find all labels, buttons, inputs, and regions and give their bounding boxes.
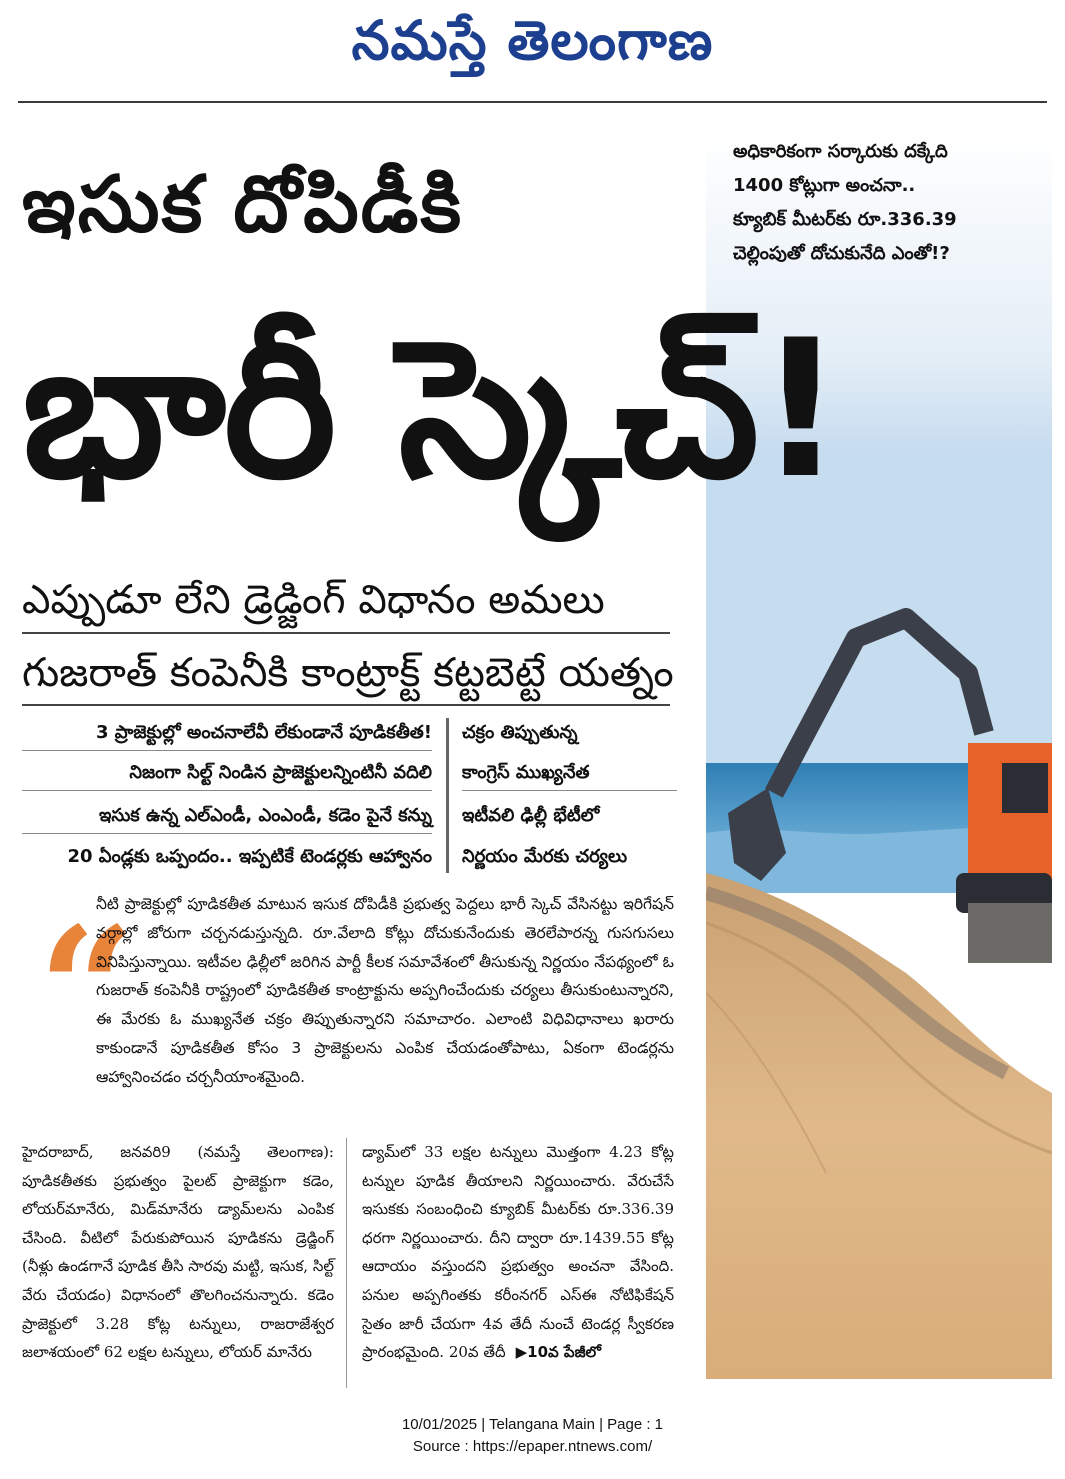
newspaper-title: నమస్తే తెలంగాణ [351,8,714,72]
subhead-rule [22,704,670,706]
quote-mark-icon: “ [38,890,136,1090]
keypoint-right: నిర్ణయం మేరకు చర్యలు [462,846,628,867]
footer-source-line: Source : https://epaper.ntnews.com/ [412,1438,653,1455]
subhead-2: గుజరాత్ కంపెనీకి కాంట్రాక్ట్ కట్టబెట్టే యత్నం [22,650,674,696]
side-line: అధికారికంగా సర్కారుకు దక్కేది [733,141,948,162]
keypoint-left: ఇసుక ఉన్న ఎల్ఎండీ, ఎంఎండీ, కడెం పైనే కన్ను [99,805,432,826]
keypoint-rule [22,790,432,791]
side-highlights [733,135,1033,271]
keypoint-right: చక్రం తిప్పుతున్న [462,722,578,743]
keypoint-rule [22,833,432,834]
headline-line2: భారీ స్కెచ్! [22,299,843,520]
continued-marker: ▶10వ పేజీలో [510,1343,601,1362]
headline-line1: ఇసుక దోపిడీకి [22,160,464,250]
footer-date-line: 10/01/2025 | Telangana Main | Page : 1 [401,1416,664,1433]
keypoint-divider [446,718,449,873]
subhead-rule [22,632,670,634]
body-column-2-text: డ్యామ్‌లో 33 లక్షల టన్నులు మొత్తంగా 4.23 కోట్ల టన్నుల పూడిక తీయాలని నిర్ణయించారు. వేరుచేసే ఇసుకకు సంబంధించి క్యూబిక్ మీటర్‌కు రూ.336.39 ధరగా నిర్ణయించారు. దీని ద్వారా రూ.1439.55 కోట్ల ఆదాయం వస్తుందని ప్రభుత్వం అంచనా వేసింది. పనుల అప్పగింతకు కరీంనగర్ ఎస్ఈ నోటిఫికేషన్ సైతం జారీ చేయగా 4వ తేదీ నుంచే టెండర్ల స్వీకరణ ప్రారంభమైంది. 20వ తేదీ [362,1143,674,1362]
continued-label: 10వ పేజీలో [527,1343,601,1362]
keypoint-right: కాంగ్రెస్ ముఖ్యనేత [462,762,590,783]
subhead-1: ఎప్పుడూ లేని డ్రెడ్జింగ్ విధానం అమలు [22,577,605,623]
keypoint-left: నిజంగా సిల్ట్ నిండిన ప్రాజెక్టులన్నింటినీ వదిలి [129,762,432,783]
column-rule [346,1138,347,1388]
side-line: చెల్లింపుతో దోచుకునేది ఎంతో!? [733,243,950,264]
side-line: 1400 కోట్లుగా అంచనా.. [733,175,916,196]
keypoint-rule [462,790,677,791]
keypoint-left: 3 ప్రాజెక్టుల్లో అంచనాలేవీ లేకుండానే పూడికతీత! [96,722,432,743]
page-footer [0,1414,1065,1458]
keypoint-rule [22,750,432,751]
masthead-rule [18,101,1047,103]
body-column-1: హైదరాబాద్, జనవరి9 (నమస్తే తెలంగాణ): పూడికతీతకు ప్రభుత్వం పైలట్ ప్రాజెక్టుగా కడెం, లోయర్‌మానేరు, మిడ్‌మానేరు డ్యామ్‌లను ఎంపిక చేసింది. వీటిలో పేరుకుపోయిన పూడికను డ్రెడ్జింగ్ (నీళ్లు ఉండగానే పూడిక తీసి సారవు మట్టి, ఇసుక, సిల్ట్ వేరు చేయడం) విధానంలో తొలగించనున్నారు. కడెం ప్రాజెక్టులో 3.28 కోట్ల టన్నులు, రాజరాజేశ్వర జలాశయంలో 62 లక్షల టన్నులు, లోయర్ మానేరు [22,1143,334,1362]
masthead [0,0,1065,104]
lead-paragraph: నీటి ప్రాజెక్టుల్లో పూడికతీత మాటున ఇసుక దోపిడీకి ప్రభుత్వ పెద్దలు భారీ స్కెచ్ వేసినట్టు ఇరిగేషన్ వర్గాల్లో జోరుగా చర్చనడుస్తున్నది. రూ.వేలాది కోట్లు దోచుకునేందుకు తెరలేపారన్న గుసగుసలు వినిపిస్తున్నాయి. ఇటీవల ఢిల్లీలో జరిగిన పార్టీ కీలక సమావేశంలో తీసుకున్న నిర్ణయం నేపథ్యంలో ఓ గుజరాత్ కంపెనీకి రాష్ట్రంలో పూడికతీత కాంట్రాక్టును అప్పగించేందుకు చర్యలు తీసుకుంటున్నారని, ఈ మేరకు ఓ ముఖ్యనేత చక్రం తిప్పుతున్నారని సమాచారం. ఎలాంటి విధివిధానాలు ఖరారు కాకుండానే పూడికతీత కోసం 3 ప్రాజెక్టులను ఎంపిక చేయడంతోపాటు, ఏకంగా టెండర్లను ఆహ్వానించడం చర్చనీయాంశమైంది. [96,895,674,1086]
body-column-2 [362,1138,674,1367]
keypoint-right: ఇటీవలి ఢిల్లీ భేటీలో [462,805,600,826]
keypoint-left: 20 ఏండ్లకు ఒప్పందం.. ఇప్పటికే టెండర్లకు ఆహ్వానం [67,846,432,867]
side-line: క్యూబిక్ మీటర్‌కు రూ.336.39 [733,209,957,230]
